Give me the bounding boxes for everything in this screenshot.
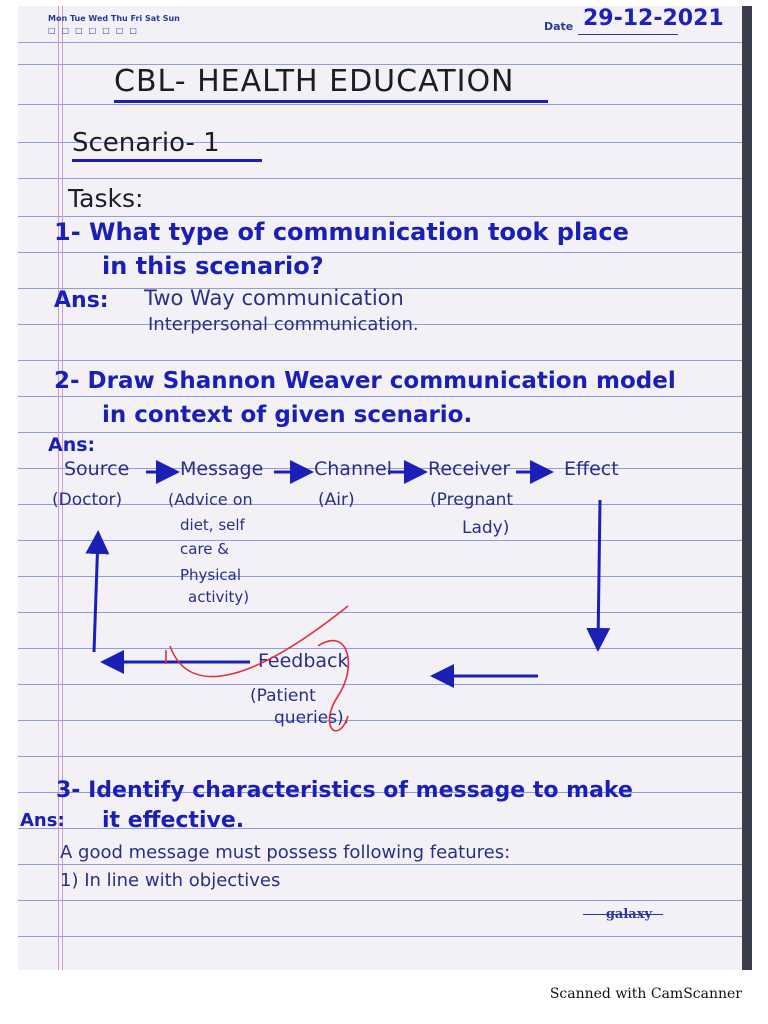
scenario-heading: Scenario- 1 xyxy=(72,128,220,158)
model-message-detail-1: (Advice on xyxy=(168,490,253,509)
notebook-page xyxy=(18,6,752,970)
model-source-detail: (Doctor) xyxy=(52,490,123,510)
date-label: Date xyxy=(544,20,574,33)
red-check-marks xyxy=(166,606,348,731)
model-feedback: Feedback xyxy=(258,650,349,672)
model-message-detail-5: activity) xyxy=(188,588,250,606)
brand-logo: galaxy xyxy=(605,907,652,922)
model-message-detail-3: care & xyxy=(180,540,229,558)
weekday-labels: Mon Tue Wed Thu Fri Sat Sun xyxy=(48,14,180,23)
flow-arrows xyxy=(94,472,600,676)
model-message-detail-2: diet, self xyxy=(180,516,245,534)
question-2-line-1: 2- Draw Shannon Weaver communication model xyxy=(54,368,676,394)
question-3-line-2: it effective. xyxy=(102,808,245,833)
model-receiver-detail-2: Lady) xyxy=(462,518,510,538)
model-feedback-detail-2: queries). xyxy=(274,708,350,728)
answer-1-line-1: Two Way communication xyxy=(144,286,404,310)
model-message: Message xyxy=(180,458,264,480)
model-channel-detail: (Air) xyxy=(318,490,355,510)
model-receiver-detail-1: (Pregnant xyxy=(430,490,514,510)
answer-3-line-2: 1) In line with objectives xyxy=(60,870,281,891)
model-receiver: Receiver xyxy=(428,458,511,480)
answer-2-label: Ans: xyxy=(48,434,96,456)
question-1-line-2: in this scenario? xyxy=(102,252,324,280)
model-feedback-detail-1: (Patient xyxy=(250,686,316,706)
red-tick-mark xyxy=(170,606,348,677)
page-title: CBL- HEALTH EDUCATION xyxy=(114,64,515,99)
question-1-line-1: 1- What type of communication took place xyxy=(54,218,629,246)
tasks-label: Tasks: xyxy=(68,184,144,213)
date-value: 29-12-2021 xyxy=(583,6,724,31)
weekday-checkboxes: □□□□□□□ xyxy=(48,26,143,35)
arrow-effect-down xyxy=(598,500,600,646)
model-effect: Effect xyxy=(564,458,619,480)
scanner-watermark: Scanned with CamScanner xyxy=(549,986,742,1002)
red-scribble-mark xyxy=(318,641,348,731)
question-2-line-2: in context of given scenario. xyxy=(102,402,473,428)
model-message-detail-4: Physical xyxy=(180,566,242,584)
answer-3-line-1: A good message must possess following features: xyxy=(60,842,511,863)
model-source: Source xyxy=(64,458,130,480)
arrow-up-to-source xyxy=(94,536,98,652)
answer-1-line-2: Interpersonal communication. xyxy=(148,314,419,335)
model-channel: Channel xyxy=(314,458,393,480)
answer-1-label: Ans: xyxy=(54,288,109,313)
answer-3-label: Ans: xyxy=(20,810,65,831)
question-3-line-1: 3- Identify characteristics of message to make xyxy=(56,778,633,803)
